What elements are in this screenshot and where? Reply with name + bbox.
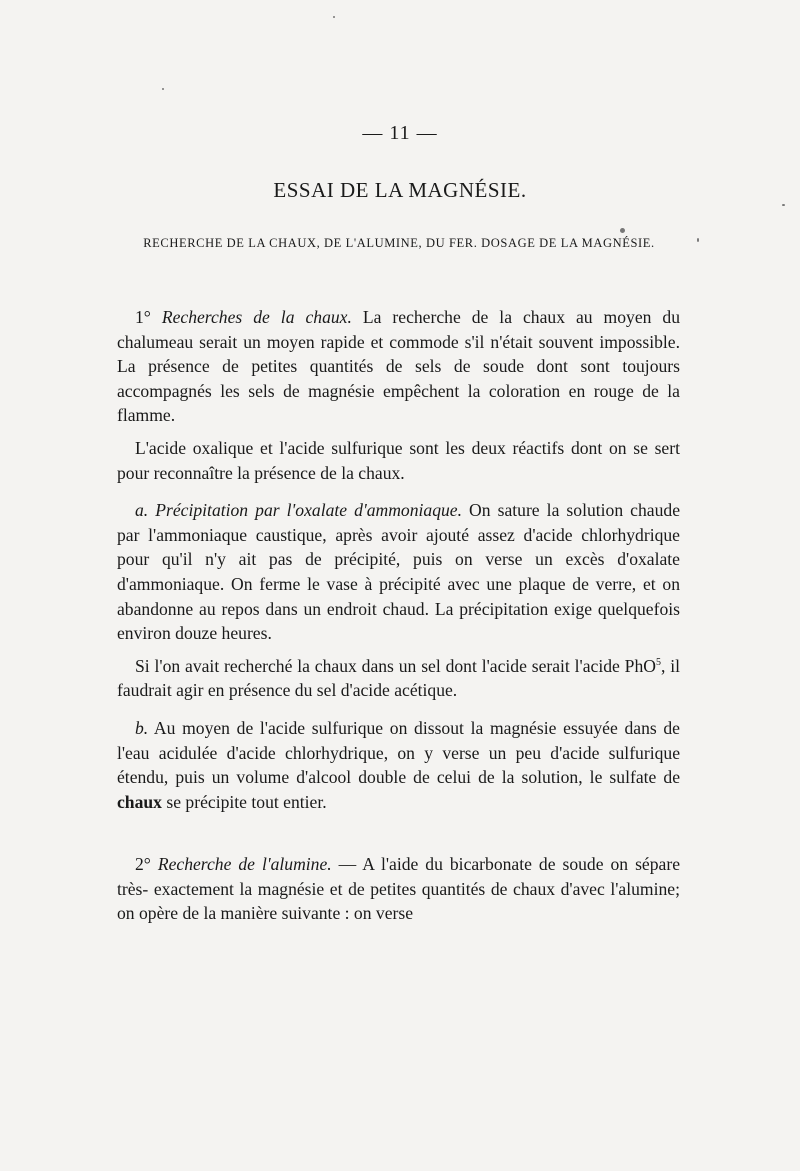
item-label: b. xyxy=(135,717,149,738)
bold-word: chaux xyxy=(117,791,162,812)
section-heading: Recherches de la chaux. xyxy=(161,307,352,327)
page-subtitle: RECHERCHE DE LA CHAUX, DE L'ALUMINE, DU FER. DOSAGE DE LA MAGNÉSIE. xyxy=(143,236,655,250)
superscript: 5 xyxy=(655,656,661,668)
body-text xyxy=(117,305,680,926)
section-number: 1° xyxy=(135,307,151,327)
paragraph-text: La recherche de la chaux au moyen du chalumeau serait un moyen rapide et commode s'il n'était souvent impossible. La présence de petites quantités de sels de soude dont sont toujours accompagnés les sels de magnésie empêchent la coloration en rouge de la flamme. xyxy=(117,307,681,426)
item-heading: Précipitation par l'oxalate d'ammoniaque. xyxy=(155,500,462,521)
paragraph-text: On sature la solution chaude par l'ammoniaque caustique, après avoir ajouté assez d'acide chlorhydrique pour qu'il n'y ait pas de précipité, puis on verse un excès d'oxalate d'ammoniaque. On ferme le vase à précipité avec une plaque de verre, et on abandonne au repos dans un endroit chaud. La précipitation exige quelquefois environ douze heures. xyxy=(117,500,680,644)
paragraph-acide-phosphorique xyxy=(117,654,680,703)
section-heading: Recherche de l'alumine. xyxy=(157,854,332,875)
paragraph-sulfurique xyxy=(117,716,680,814)
page-title: ESSAI DE LA MAGNÉSIE. xyxy=(273,178,527,202)
paragraph-text: , il faudrait agir en présence du sel d'acide acétique. xyxy=(117,655,680,701)
paragraph-text: se précipite tout entier. xyxy=(161,791,327,812)
section-number: 2° xyxy=(135,854,151,875)
paragraph-chaux-intro xyxy=(117,305,680,428)
page-number: — 11 — xyxy=(362,122,438,144)
paragraph-alumine xyxy=(117,852,680,926)
paragraph-text: Si l'on avait recherché la chaux dans un sel dont l'acide serait l'acide PhO xyxy=(135,655,656,676)
paragraph-oxalate xyxy=(117,498,680,646)
paragraph-text: Au moyen de l'acide sulfurique on dissout la magnésie essuyée dans de l'eau acidulée d'acide chlorhydrique, on y verse un peu d'acide sulfurique étendu, puis un volume d'alcool double de celui de la solution, le sulfate de xyxy=(117,717,680,788)
item-label: a. xyxy=(135,500,149,521)
paragraph-reactifs: L'acide oxalique et l'acide sulfurique sont les deux réactifs dont on se sert pour reconnaître la présence de la chaux. xyxy=(117,437,680,483)
paragraph-text: — A l'aide du bicarbonate de soude on sépare très- exactement la magnésie et de petites quantités de chaux d'avec l'alumine; on opère de la manière suivante : on verse xyxy=(117,854,681,924)
